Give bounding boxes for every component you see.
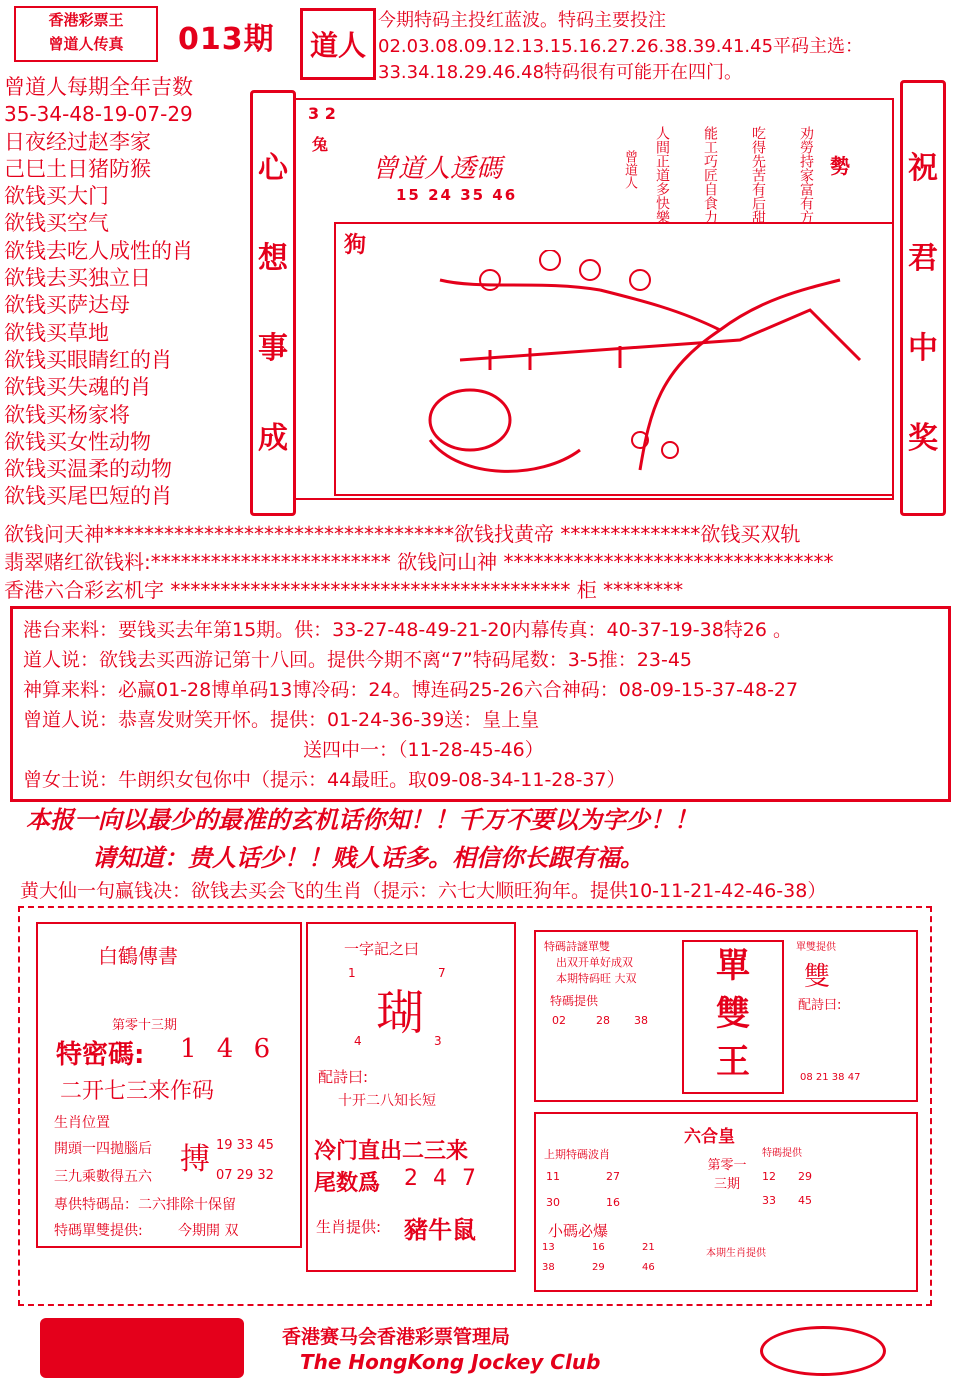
panel-d-small-num: 13: [542, 1242, 555, 1253]
left-line: 欲钱买草地: [4, 320, 109, 345]
left-line: 欲钱买温柔的动物: [4, 457, 172, 482]
panel-odd-even: [534, 930, 918, 1102]
panel-d-title: 六合皇: [684, 1127, 735, 1147]
panel-d-sub: 上期特碼波肖: [544, 1148, 610, 1161]
corner-numbers: 3 2: [308, 104, 336, 123]
panel-c-title: 特碼詩謎單雙: [544, 940, 610, 953]
left-line: 欲钱买失魂的肖: [4, 375, 151, 400]
panel-b-zodiac: 豬牛鼠: [404, 1216, 476, 1244]
oval-seal-icon: [760, 1326, 886, 1376]
info-box: [10, 606, 951, 802]
poem-line: 劝勞持家富有方: [798, 126, 814, 224]
panel-d-num: 11: [546, 1170, 560, 1183]
panel-b-char: 瑚: [376, 985, 425, 1041]
panel-d-small-num: 38: [542, 1262, 555, 1273]
panel-b-tail: 2 4 7: [404, 1166, 480, 1191]
panel-b-poem: 十开二八知长短: [338, 1093, 436, 1109]
panel-one-word: [306, 922, 516, 1272]
panel-d-num: 29: [798, 1170, 812, 1183]
panel-a-row: 生肖位置: [54, 1115, 110, 1131]
panel-b-n7: 7: [438, 966, 446, 980]
panel-d-num: 27: [606, 1170, 620, 1183]
big-char: 王: [716, 1042, 750, 1082]
panel-c-supply: 特碼提供: [550, 994, 599, 1008]
info-line: 神算来料：必赢01-28博单码13博冷码：24。博连码25-26六合神码：08-09-15-37-48-27: [23, 679, 799, 701]
top-notice: 今期特码主投红蓝波。特码主要投注02.03.08.09.12.13.15.16.27.26.38.39.41.45平码主选：33.34.18.29.46.48特码很有可能开在四门。: [378, 10, 864, 83]
panel-c-num: 28: [596, 1014, 610, 1027]
panel-d-num: 45: [798, 1194, 812, 1207]
left-scroll: [250, 90, 296, 516]
panel-a-title: 白鶴傳書: [98, 944, 178, 968]
panel-d-num: 12: [762, 1170, 776, 1183]
panel-b-n1: 1: [348, 966, 356, 980]
mid-line-2: 翡翠赌红欲钱料:************************ 欲钱问山神 *********************************: [4, 550, 834, 574]
scroll-char: 祝: [908, 151, 938, 186]
logo-line-1: 香港彩票王: [48, 11, 124, 29]
scroll-char: 奖: [908, 421, 938, 456]
panel-a-dan-label: 特碼單雙提供:: [54, 1223, 143, 1239]
left-line: 欲钱去吃人成性的肖: [4, 238, 193, 263]
panel-d-num: 33: [762, 1194, 776, 1207]
mid-line-3: 香港六合彩玄机字 **************************************** 柜 ********: [4, 578, 684, 602]
panel-white-crane: [36, 922, 302, 1248]
issue-number: 013期: [178, 22, 275, 57]
info-line: 曾道人说：恭喜发财笑开怀。提供：01-24-36-39送：皇上皇: [23, 709, 540, 731]
panel-c-poem: 出双开单好成双: [556, 956, 633, 969]
left-line: 欲钱买眼睛红的肖: [4, 347, 172, 372]
panel-a-bo-nums: 07 29 32: [216, 1168, 274, 1183]
panel-a-row: 開頭一四拋腦后: [54, 1141, 152, 1157]
panel-c-right-nums: 08 21 38 47: [800, 1072, 861, 1083]
panel-b-title: 一字記之曰: [344, 940, 420, 958]
panel-a-bo-nums: 19 33 45: [216, 1138, 274, 1153]
picture-title: 曾道人透碼: [372, 154, 503, 184]
big-box: [682, 940, 784, 1094]
jockey-club-logo-icon: [40, 1318, 244, 1378]
left-line: 欲钱买萨达母: [4, 293, 130, 318]
panel-c-right-title: 單雙提供: [796, 942, 836, 953]
panel-b-n3: 3: [434, 1034, 442, 1048]
poem-line: 吃得先苦有后甜: [750, 126, 766, 224]
panel-c-num: 38: [634, 1014, 648, 1027]
panel-c-right-poem: 配詩曰:: [798, 998, 842, 1013]
logo-line-2: 曾道人传真: [48, 35, 124, 53]
mid-line-1: 欲钱问天神***********************************欲钱找黄帝 **************欲钱买双轨: [4, 522, 801, 546]
left-line: 己巳土日猪防猴: [4, 156, 151, 181]
scroll-char: 心: [258, 151, 288, 186]
slogan-1: 本报一向以最少的最准的玄机话你知！！千万不要以为字少！！: [26, 806, 698, 834]
left-line: 欲钱买空气: [4, 211, 109, 236]
info-line: 送四中一：（11-28-45-46）: [303, 739, 544, 761]
scroll-char: 成: [258, 421, 288, 456]
huang-line: 黄大仙一句赢钱决：欲钱去买会飞的生肖（提示：六七大顺旺狗年。提供10-11-21-42-46-38）: [20, 880, 827, 902]
picture-signature: 曾道人: [622, 150, 637, 189]
panel-a-label: 特密碼:: [56, 1040, 145, 1070]
panel-a-code: 1 4 6: [180, 1034, 277, 1064]
panel-a-issue: 第零十三期: [112, 1018, 178, 1033]
panel-d-small-label: 小碼必爆: [548, 1222, 609, 1240]
left-line: 曾道人每期全年吉数: [4, 75, 193, 99]
panel-b-tail-label: 尾数爲: [314, 1171, 381, 1196]
daoren-seal: 道人: [300, 8, 376, 80]
panel-d-small-num: 46: [642, 1262, 655, 1273]
info-line: 道人说：欲钱去买西游记第十八回。提供今期不离“7”特码尾数：3-5推：23-45: [23, 649, 693, 671]
scroll-char: 君: [908, 241, 938, 276]
left-column: [4, 74, 244, 511]
poem-mark: 勢: [830, 154, 850, 178]
poem-line: 人間正道多快樂: [654, 126, 670, 224]
panel-a-row: 專供特碼品：二六排除十保留: [54, 1197, 236, 1213]
panel-d-supply: 特碼提供: [762, 1148, 802, 1159]
left-line: 35-34-48-19-07-29: [4, 102, 193, 127]
right-scroll: [900, 80, 946, 516]
panel-c-poem: 本期特码旺 大双: [556, 972, 637, 985]
scroll-char: 中: [908, 331, 938, 366]
masthead-logo: [14, 6, 158, 62]
panel-d-middle: 第零一三期: [707, 1158, 747, 1192]
info-line: 港台来料：要钱买去年第15期。供：33-27-48-49-21-20内幕传真：40-37-19-38特26 。: [23, 619, 793, 641]
slogan-2: 请知道：贵人话少！！贱人话多。相信你长跟有福。: [92, 844, 644, 872]
panel-liuhe: [534, 1112, 918, 1292]
poem-line: 能工巧匠自食力: [702, 126, 718, 224]
big-char: 雙: [716, 994, 750, 1034]
panel-a-dan-value: 今期開 双: [178, 1223, 239, 1239]
panel-b-poem-label: 配詩曰:: [318, 1068, 369, 1086]
panel-d-small-num: 21: [642, 1242, 655, 1253]
info-line: 曾女士说：牛朗织女包你中（提示：44最旺。取09-08-34-11-28-37）: [23, 769, 626, 791]
panel-d-num: 30: [546, 1196, 560, 1209]
zodiac-label: 狗: [344, 233, 367, 258]
panel-d-zodiac-label: 本期生肖提供: [706, 1248, 766, 1259]
panel-a-phrase: 二开七三来作码: [60, 1079, 215, 1104]
scroll-char: 想: [258, 241, 288, 276]
panel-c-right-char: 雙: [804, 962, 831, 992]
panel-d-small-num: 16: [592, 1242, 605, 1253]
left-line: 欲钱买杨家将: [4, 402, 130, 427]
panel-a-bo: 搏: [180, 1142, 210, 1177]
left-line: 欲钱买大门: [4, 184, 109, 209]
panel-b-cold: 冷门直出二三来: [314, 1139, 469, 1164]
panel-d-small-num: 29: [592, 1262, 605, 1273]
corner-zodiac: 兔: [312, 135, 329, 154]
panel-b-zodiac-label: 生肖提供:: [316, 1218, 382, 1236]
footer-cn: 香港赛马会香港彩票管理局: [282, 1326, 511, 1348]
panel-a-row: 三九乘數得五六: [54, 1169, 152, 1185]
panel-b-n4: 4: [354, 1034, 362, 1048]
left-line: 日夜经过赵李家: [4, 129, 151, 154]
panel-d-num: 16: [606, 1196, 620, 1209]
tree-illustration: [340, 250, 880, 486]
left-line: 欲钱买女性动物: [4, 429, 151, 454]
picture-numbers: 15 24 35 46: [396, 186, 518, 204]
left-line: 欲钱去买独立日: [4, 266, 151, 291]
footer-en: The HongKong Jockey Club: [300, 1350, 601, 1374]
scroll-char: 事: [258, 331, 288, 366]
big-char: 單: [716, 946, 750, 986]
panel-c-num: 02: [552, 1014, 566, 1027]
left-line: 欲钱买尾巴短的肖: [4, 484, 172, 509]
